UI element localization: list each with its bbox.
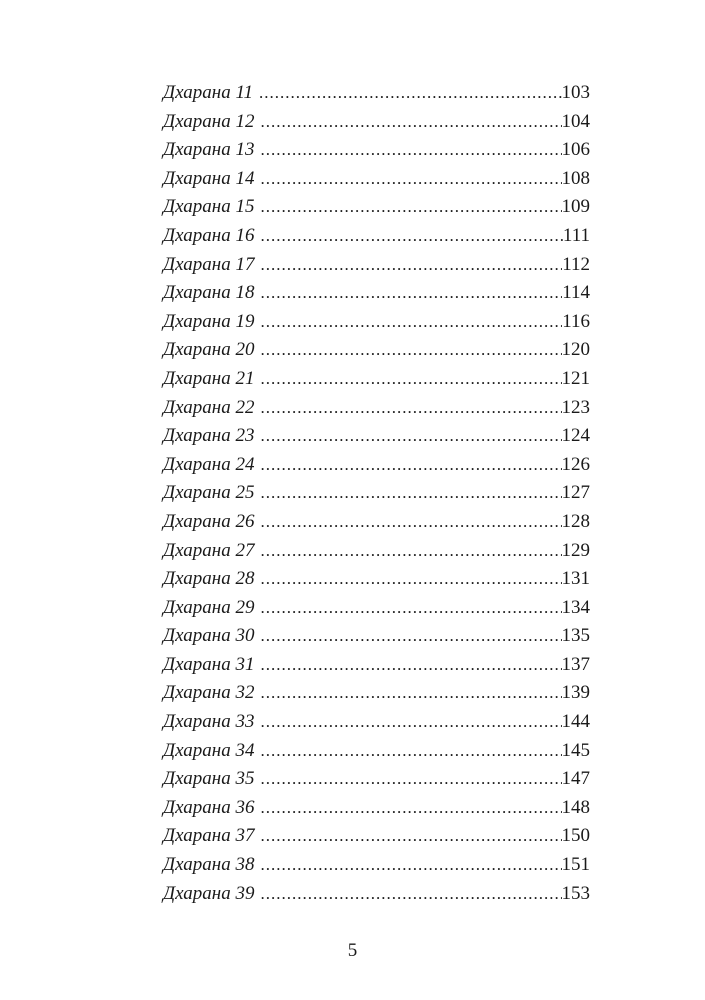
toc-entry-page: 128 — [561, 510, 590, 532]
toc-entry — [163, 279, 590, 308]
toc-entry — [163, 365, 590, 394]
toc-entry-title: Дхарана 20 — [163, 339, 255, 361]
toc-entry — [163, 537, 590, 566]
toc-entry — [163, 193, 590, 222]
dot-leader — [260, 594, 561, 623]
toc-entry-page: 116 — [562, 310, 590, 332]
toc-entry — [163, 108, 590, 137]
dot-leader — [260, 565, 561, 594]
toc-entry-title: Дхарана 27 — [163, 539, 255, 561]
toc-entry — [163, 565, 590, 594]
dot-leader — [260, 365, 561, 394]
toc-entry-title: Дхарана 34 — [163, 739, 255, 761]
toc-entry-title: Дхарана 30 — [163, 625, 255, 647]
toc-entry-page: 139 — [561, 682, 590, 704]
toc-entry-title: Дхарана 18 — [163, 282, 255, 304]
toc-entry — [163, 451, 590, 480]
toc-entry-page: 120 — [561, 339, 590, 361]
toc-entry-page: 134 — [561, 596, 590, 618]
dot-leader — [260, 537, 561, 566]
dot-leader — [260, 851, 561, 880]
toc-entry — [163, 308, 590, 337]
toc-entry-page: 123 — [561, 396, 590, 418]
toc-entry — [163, 222, 590, 251]
toc-entry-title: Дхарана 29 — [163, 596, 255, 618]
toc-entry-title: Дхарана 15 — [163, 196, 255, 218]
dot-leader — [260, 622, 561, 651]
toc-entry — [163, 336, 590, 365]
toc-entry-page: 144 — [561, 711, 590, 733]
toc-entry-title: Дхарана 13 — [163, 139, 255, 161]
toc-entry — [163, 251, 590, 280]
toc-entry-title: Дхарана 31 — [163, 653, 255, 675]
toc-entry-page: 109 — [561, 196, 590, 218]
dot-leader — [260, 308, 562, 337]
toc-entry-title: Дхарана 17 — [163, 253, 255, 275]
toc-entry-page: 126 — [561, 453, 590, 475]
toc-entry-page: 106 — [561, 139, 590, 161]
dot-leader — [260, 136, 561, 165]
toc-entry-page: 124 — [561, 425, 590, 447]
toc-entry-title: Дхарана 21 — [163, 367, 255, 389]
dot-leader — [260, 822, 561, 851]
dot-leader — [259, 79, 561, 108]
toc-entry-title: Дхарана 14 — [163, 167, 255, 189]
toc-entry — [163, 851, 590, 880]
dot-leader — [260, 279, 562, 308]
dot-leader — [260, 336, 561, 365]
toc-entry-title: Дхарана 32 — [163, 682, 255, 704]
toc-entry-page: 103 — [561, 82, 590, 103]
toc-entry-title: Дхарана 22 — [163, 396, 255, 418]
toc-entry-page: 104 — [561, 110, 590, 132]
toc-entry — [163, 422, 590, 451]
toc-entry — [163, 765, 590, 794]
toc-entry-title: Дхарана 37 — [163, 825, 255, 847]
toc-entry-page: 135 — [561, 625, 590, 647]
dot-leader — [260, 222, 562, 251]
toc-entry-page: 145 — [561, 739, 590, 761]
toc-entry-title: Дхарана 12 — [163, 110, 255, 132]
toc-entry — [163, 794, 590, 823]
toc-entry — [163, 136, 590, 165]
toc-entry — [163, 708, 590, 737]
dot-leader — [260, 451, 561, 480]
toc-entry — [163, 508, 590, 537]
dot-leader — [260, 508, 561, 537]
toc-entry — [163, 880, 590, 909]
toc-entry-page: 151 — [561, 854, 590, 876]
toc-entry-title: Дхарана 16 — [163, 224, 255, 246]
toc-entry — [163, 479, 590, 508]
toc-entry — [163, 165, 590, 194]
toc-entry — [163, 651, 590, 680]
dot-leader — [260, 794, 561, 823]
dot-leader — [260, 765, 561, 794]
toc-entry-title: Дхарана 24 — [163, 453, 255, 475]
toc-entry-title: Дхарана 39 — [163, 882, 255, 904]
toc-entry-page: 129 — [561, 539, 590, 561]
dot-leader — [260, 679, 561, 708]
dot-leader — [260, 193, 561, 222]
toc-entry-page: 108 — [561, 167, 590, 189]
toc-entry — [163, 594, 590, 623]
toc-entry-title: Дхарана 11 — [163, 82, 254, 103]
toc-entry-title: Дхарана 26 — [163, 510, 255, 532]
toc-entry-page: 121 — [561, 367, 590, 389]
dot-leader — [260, 651, 561, 680]
toc-entry-page: 153 — [561, 882, 590, 904]
toc-entry-page: 127 — [561, 482, 590, 504]
toc-entry-title: Дхарана 33 — [163, 711, 255, 733]
toc-entry-title: Дхарана 38 — [163, 854, 255, 876]
toc-entry-title: Дхарана 36 — [163, 796, 255, 818]
toc-entry — [163, 679, 590, 708]
toc-entry-title: Дхарана 28 — [163, 568, 255, 590]
dot-leader — [260, 708, 561, 737]
toc-entry-title: Дхарана 19 — [163, 310, 255, 332]
toc-entry — [163, 622, 590, 651]
toc-entry-page: 131 — [561, 568, 590, 590]
toc-entry-page: 148 — [561, 796, 590, 818]
dot-leader — [260, 422, 561, 451]
dot-leader — [260, 251, 562, 280]
toc-entry — [163, 822, 590, 851]
dot-leader — [260, 880, 561, 909]
toc-entry — [163, 737, 590, 766]
toc-entry — [163, 79, 590, 108]
dot-leader — [260, 165, 561, 194]
toc-entry-page: 111 — [562, 224, 590, 246]
toc-entry-title: Дхарана 25 — [163, 482, 255, 504]
dot-leader — [260, 479, 561, 508]
toc-entry-title: Дхарана 23 — [163, 425, 255, 447]
toc-entry-page: 112 — [562, 253, 590, 275]
toc-entry-page: 137 — [561, 653, 590, 675]
toc-entry-page: 150 — [561, 825, 590, 847]
toc-entry-title: Дхарана 35 — [163, 768, 255, 790]
table-of-contents — [163, 79, 590, 908]
toc-entry-page: 114 — [562, 282, 590, 304]
page-number: 5 — [347, 940, 358, 961]
toc-entry — [163, 394, 590, 423]
dot-leader — [260, 737, 561, 766]
toc-entry-page: 147 — [561, 768, 590, 790]
dot-leader — [260, 394, 561, 423]
dot-leader — [260, 108, 561, 137]
